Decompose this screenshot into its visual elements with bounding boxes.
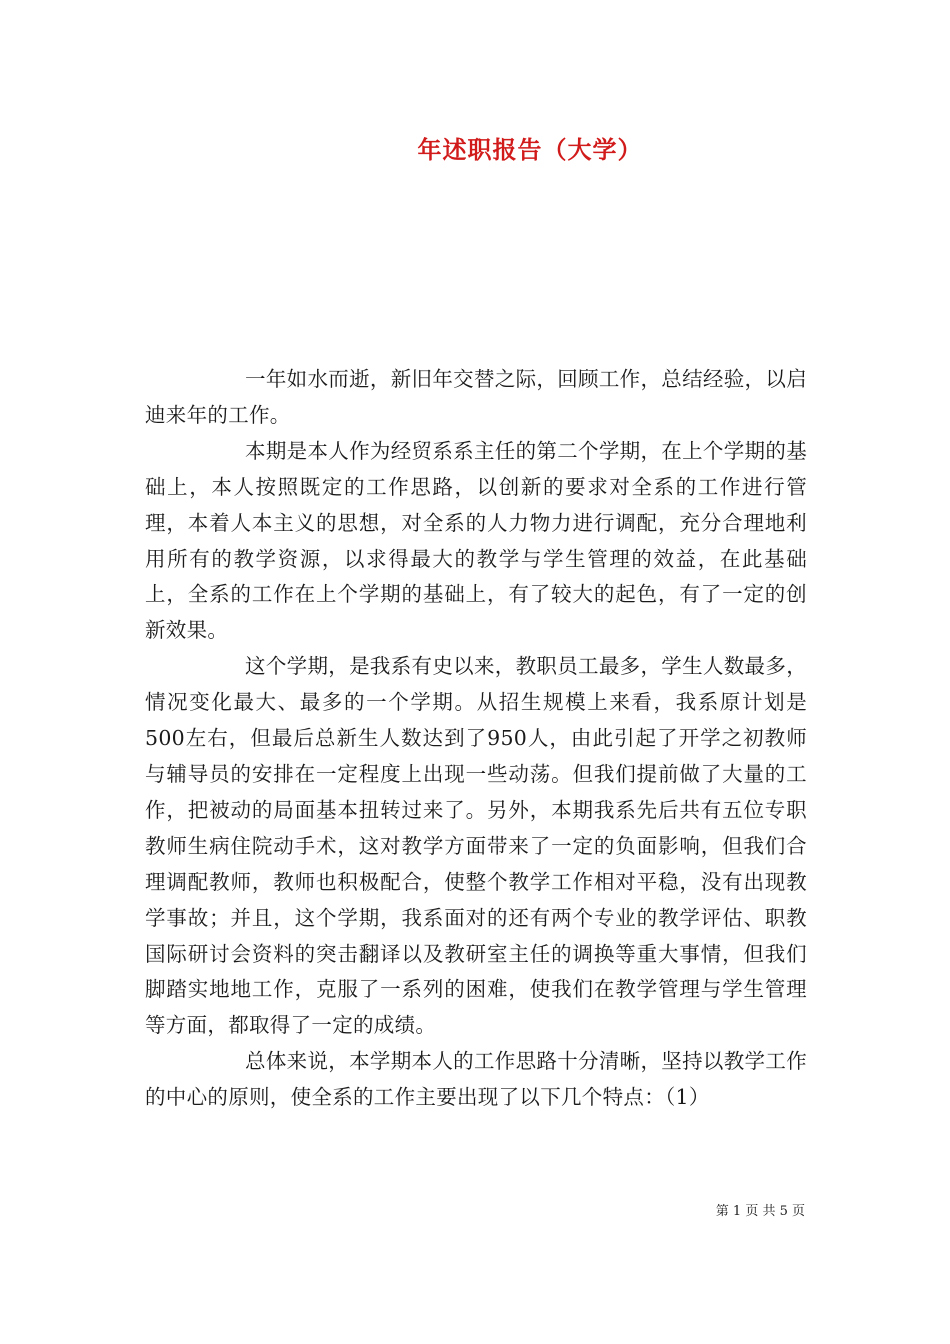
paragraph-3: 这个学期，是我系有史以来，教职员工最多，学生人数最多，情况变化最大、最多的一个学期。从招生规模上来看，我系原计划是500左右，但最后总新生人数达到了950人，由此引起了开学之初教师与辅导员的安排在一定程度上出现一些动荡。但我们提前做了大量的工作，把被动的局面基本扭转过来了。另外，本期我系先后共有五位专职教师生病住院动手术，这对教学方面带来了一定的负面影响，但我们合理调配教师，教师也积极配合，使整个教学工作相对平稳，没有出现教学事故；并且，这个学期，我系面对的还有两个专业的教学评估、职教国际研讨会资料的突击翻译以及教研室主任的调换等重大事情，但我们脚踏实地地工作，克服了一系列的困难，使我们在教学管理与学生管理等方面，都取得了一定的成绩。 [145,654,807,1038]
paragraph-1: 一年如水而逝，新旧年交替之际，回顾工作，总结经验，以启迪来年的工作。 [145,367,807,427]
page-footer: 第 1 页 共 5 页 [715,1204,805,1219]
paragraph-2: 本期是本人作为经贸系系主任的第二个学期，在上个学期的基础上，本人按照既定的工作思路，以创新的要求对全系的工作进行管理，本着人本主义的思想，对全系的人力物力进行调配，充分合理地利用所有的教学资源，以求得最大的教学与学生管理的效益，在此基础上，全系的工作在上个学期的基础上，有了较大的起色，有了一定的创新效果。 [145,438,807,643]
paragraph-4: 总体来说，本学期本人的工作思路十分清晰，坚持以教学工作的中心的原则，使全系的工作主要出现了以下几个特点：（1） [145,1049,807,1110]
document-body [145,362,807,1116]
document-title: 年述职报告（大学） [417,135,643,164]
